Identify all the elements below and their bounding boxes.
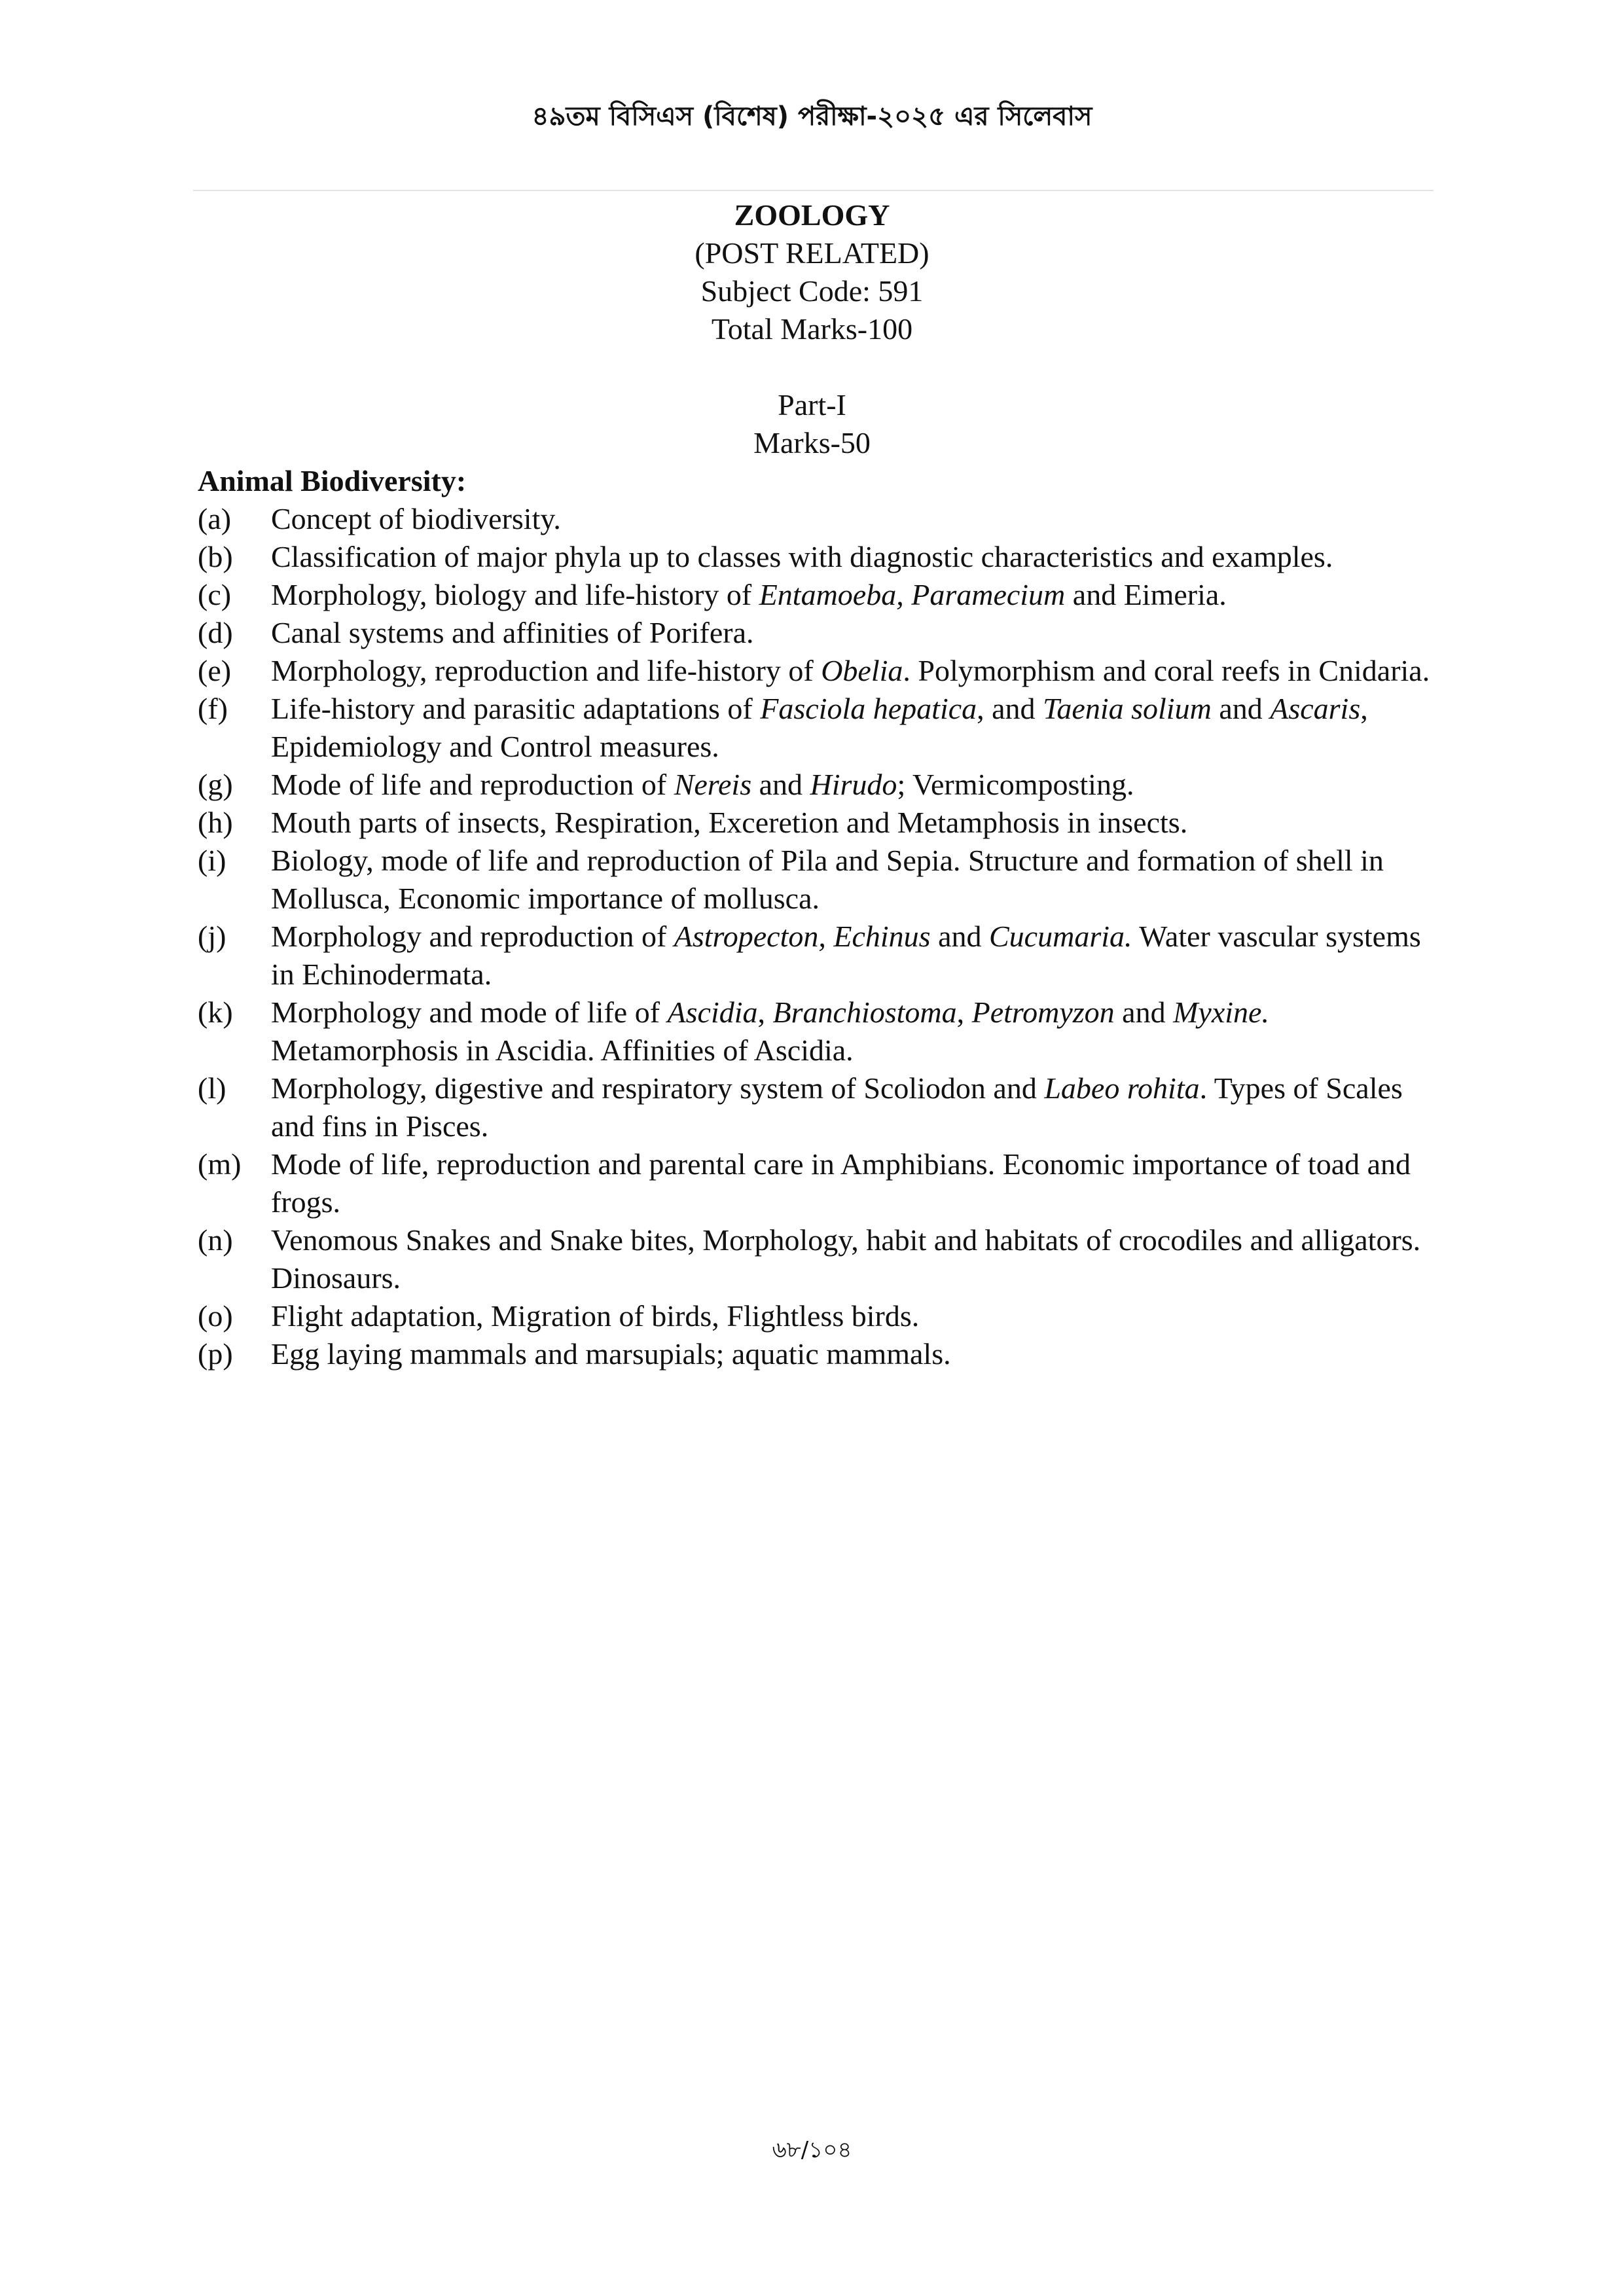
species-name: Ascaris — [1270, 692, 1361, 725]
part-marks: Marks-50 — [753, 426, 871, 459]
species-name: Hirudo — [810, 768, 897, 801]
list-item-letter: (d) — [198, 616, 233, 649]
list-item — [198, 1145, 1441, 1221]
list-item-text — [271, 652, 1441, 690]
list-item-letter: (e) — [198, 654, 232, 687]
list-item — [198, 804, 1441, 842]
text-segment: , and — [977, 692, 1043, 725]
species-name: Fasciola hepatica — [760, 692, 977, 725]
text-segment: Canal systems and affinities of Porifera. — [271, 616, 754, 649]
list-item-text — [271, 576, 1441, 614]
list-item-letter: (c) — [198, 578, 232, 611]
list-item — [198, 538, 1441, 576]
part-label: Part-I — [778, 388, 846, 422]
text-segment: Morphology and mode of life of — [271, 996, 668, 1029]
text-segment: and — [1114, 996, 1174, 1029]
list-item-letter: (a) — [198, 502, 232, 535]
list-item-text — [271, 538, 1441, 576]
page-number: ৬৮/১০৪ — [772, 2137, 852, 2163]
text-segment: Egg laying mammals and marsupials; aquatic mammals. — [271, 1337, 951, 1371]
list-item — [198, 1069, 1441, 1145]
species-name: Nereis — [674, 768, 752, 801]
text-segment: Mode of life, reproduction and parental care in Amphibians. Economic importance of toad and frogs. — [271, 1147, 1411, 1219]
text-segment: Classification of major phyla up to classes with diagnostic characteristics and examples. — [271, 540, 1333, 573]
species-name: Petromyzon — [971, 996, 1115, 1029]
list-item-text — [271, 1069, 1441, 1145]
header-divider — [193, 190, 1434, 191]
text-segment: . Types of Scales and fins in Pisces. — [271, 1071, 1403, 1143]
list-item-letter: (f) — [198, 692, 228, 725]
text-segment: Biology, mode of life and reproduction of Pila and Sepia. Structure and formation of shell in Mollusca, Economic importance of mollusca. — [271, 844, 1384, 915]
text-segment: Mouth parts of insects, Respiration, Exceretion and Metamphosis in insects. — [271, 806, 1188, 839]
list-item-text — [271, 690, 1441, 766]
text-segment: and Eimeria. — [1065, 578, 1227, 611]
text-segment: Morphology, reproduction and life-history of — [271, 654, 821, 687]
list-item-text — [271, 1297, 1441, 1335]
subject-name: ZOOLOGY — [734, 198, 890, 232]
species-name: Myxine. — [1173, 996, 1269, 1029]
subject-title-block — [0, 196, 1624, 462]
list-item — [198, 500, 1441, 538]
list-item — [198, 842, 1441, 918]
text-segment: Morphology, biology and life-history of — [271, 578, 759, 611]
text-segment: Concept of biodiversity. — [271, 502, 561, 535]
list-item — [198, 1221, 1441, 1297]
list-item-text — [271, 766, 1441, 804]
list-item-letter: (i) — [198, 844, 226, 877]
text-segment: Morphology and reproduction of — [271, 920, 674, 953]
list-item — [198, 1335, 1441, 1373]
text-segment: , — [757, 996, 773, 1029]
species-name: Branchiostoma — [772, 996, 957, 1029]
list-item-letter: (k) — [198, 996, 233, 1029]
species-name: Cucumaria. — [989, 920, 1132, 953]
text-segment: and — [751, 768, 810, 801]
list-item-letter: (h) — [198, 806, 233, 839]
total-marks: Total Marks-100 — [711, 312, 913, 346]
text-segment: , Epidemiology and Control measures. — [271, 692, 1368, 763]
list-item — [198, 652, 1441, 690]
list-item-text — [271, 500, 1441, 538]
list-item — [198, 1297, 1441, 1335]
text-segment: Metamorphosis in Ascidia. Affinities of Ascidia. — [271, 1033, 854, 1067]
text-segment: Venomous Snakes and Snake bites, Morphology, habit and habitats of crocodiles and alligators. Dinosaurs. — [271, 1223, 1421, 1295]
list-item-letter: (l) — [198, 1071, 226, 1105]
species-name: Ascidia — [667, 996, 758, 1029]
list-item-letter: (g) — [198, 768, 233, 801]
text-segment: , — [956, 996, 972, 1029]
text-segment: Flight adaptation, Migration of birds, Flightless birds. — [271, 1299, 920, 1333]
list-item — [198, 994, 1441, 1069]
list-item-text — [271, 614, 1441, 652]
list-item-letter: (j) — [198, 920, 226, 953]
page-header-title: ৪৯তম বিসিএস (বিশেষ) পরীক্ষা-২০২৫ এর সিলেবাস — [532, 101, 1092, 132]
topic-list — [198, 500, 1441, 1373]
list-item-text — [271, 804, 1441, 842]
text-segment: Life-history and parasitic adaptations of — [271, 692, 761, 725]
list-item-text — [271, 1335, 1441, 1373]
list-item — [198, 918, 1441, 994]
list-item-letter: (n) — [198, 1223, 233, 1257]
species-name: Labeo rohita — [1044, 1071, 1200, 1105]
text-segment: . Polymorphism and coral reefs in Cnidaria. — [903, 654, 1430, 687]
list-item-text — [271, 1221, 1441, 1297]
text-segment: Mode of life and reproduction of — [271, 768, 674, 801]
species-name: Astropecton, Echinus — [674, 920, 931, 953]
list-item-letter: (b) — [198, 540, 233, 573]
list-item-letter: (o) — [198, 1299, 233, 1333]
subject-code: Subject Code: 591 — [700, 274, 924, 308]
list-item-letter: (p) — [198, 1337, 233, 1371]
text-segment: and — [1211, 692, 1271, 725]
subject-category: (POST RELATED) — [695, 236, 929, 270]
text-segment: ; Vermicomposting. — [897, 768, 1134, 801]
text-segment: and — [930, 920, 989, 953]
species-name: Obelia — [821, 654, 903, 687]
text-segment: Water vascular systems in Echinodermata. — [271, 920, 1421, 991]
list-item-text — [271, 1145, 1441, 1221]
species-name: Taenia solium — [1043, 692, 1212, 725]
list-item-letter: (m) — [198, 1147, 242, 1181]
title-spacer — [0, 348, 1624, 386]
list-item — [198, 576, 1441, 614]
list-item-text — [271, 918, 1441, 994]
list-item-text — [271, 842, 1441, 918]
list-item — [198, 766, 1441, 804]
list-item-text — [271, 994, 1441, 1069]
section-heading: Animal Biodiversity: — [198, 464, 467, 497]
list-item — [198, 614, 1441, 652]
list-item — [198, 690, 1441, 766]
species-name: Entamoeba, Paramecium — [759, 578, 1066, 611]
text-segment: Morphology, digestive and respiratory system of Scoliodon and — [271, 1071, 1045, 1105]
